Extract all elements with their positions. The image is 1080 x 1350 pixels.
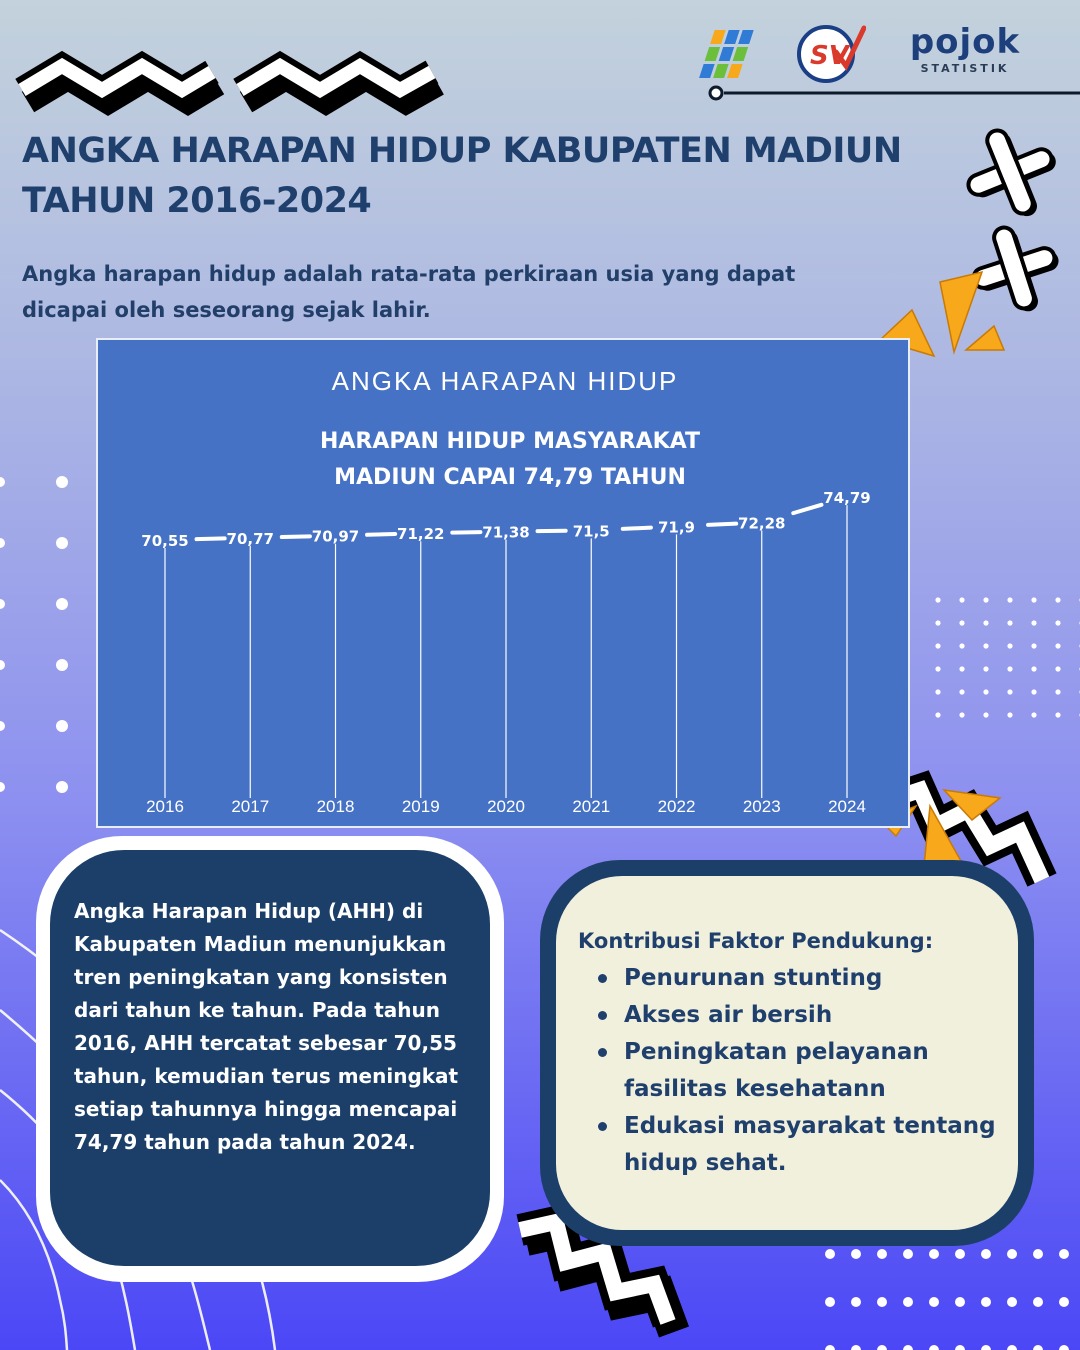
summary-text: Angka Harapan Hidup (AHH) di Kabupaten Madiun menunjukkan tren peningkatan yang konsisten dari tahun ke tahun. Pada tahun 2016, AHH tercatat sebesar 70,55 tahun, kemudian terus meningkat setiap tahunnya hingga mencapai 74,79 tahun pada tahun 2024. <box>74 899 459 1154</box>
bullet-icon <box>598 974 607 983</box>
data-label: 72,28 <box>738 514 786 533</box>
x-tick-label: 2023 <box>742 797 781 816</box>
x-tick-label: 2016 <box>146 797 184 816</box>
pojok-subtitle: STATISTIK <box>920 62 1010 75</box>
factor-label: Peningkatan pelayanan fasilitas kesehatann <box>624 1039 929 1102</box>
bullet-icon <box>598 1122 607 1131</box>
factor-item <box>580 960 1010 997</box>
x-tick-label: 2017 <box>231 797 270 816</box>
intro-text <box>22 256 952 328</box>
data-label: 71,5 <box>572 522 610 541</box>
x-tick-label: 2021 <box>572 797 611 816</box>
x-tick-label: 2024 <box>828 797 866 816</box>
factors-list <box>580 960 1010 1182</box>
x-tick-label: 2022 <box>657 797 696 816</box>
data-label: 70,55 <box>141 531 189 550</box>
series-line-segment <box>282 536 310 537</box>
factor-label: Edukasi masyarakat tentang hidup sehat. <box>624 1113 996 1176</box>
intro-line-1: Angka harapan hidup adalah rata-rata perkiraan usia yang dapat <box>22 262 796 286</box>
data-label: 74,79 <box>823 489 871 508</box>
bps-logo-icon <box>698 26 770 82</box>
intro-line-2: dicapai oleh seseorang sejak lahir. <box>22 298 431 322</box>
pojok-statistik-logo <box>890 24 1040 86</box>
sv-logo <box>796 22 866 84</box>
x-tick-label: 2019 <box>401 797 440 816</box>
cross-decoration-lower <box>961 214 1071 325</box>
data-label: 70,77 <box>226 529 274 548</box>
data-label: 71,22 <box>397 525 445 544</box>
series-line-segment <box>367 534 395 535</box>
life-expectancy-chart <box>98 340 912 830</box>
title-line-2: TAHUN 2016-2024 <box>22 181 372 221</box>
series-line-segment <box>793 505 821 513</box>
svg-text:SV: SV <box>810 41 849 71</box>
series-line-segment <box>197 538 225 539</box>
bullet-icon <box>598 1011 607 1020</box>
dot-pattern-right <box>935 597 1080 717</box>
chart-panel <box>96 338 910 828</box>
cross-decoration-upper <box>953 114 1072 233</box>
factor-label: Akses air bersih <box>624 1002 833 1028</box>
series-line-segment <box>623 528 651 529</box>
factor-item <box>580 1034 1010 1108</box>
factor-label: Penurunan stunting <box>624 965 883 991</box>
pojok-word: pojok <box>909 22 1021 62</box>
dot-pattern-bottom <box>825 1249 1069 1350</box>
page-title <box>22 126 962 226</box>
zigzag-top-middle <box>240 66 438 102</box>
logo-underline <box>710 87 1080 99</box>
data-label: 70,97 <box>311 527 360 546</box>
factor-item <box>580 1108 1010 1182</box>
zigzag-top-left <box>22 66 218 102</box>
factors-title: Kontribusi Faktor Pendukung: <box>578 929 934 953</box>
series-line-segment <box>452 532 480 533</box>
factor-item <box>580 997 1010 1034</box>
series-line-segment <box>708 524 736 525</box>
data-label: 71,9 <box>657 518 696 537</box>
chart-title: ANGKA HARAPAN HIDUP <box>331 366 679 396</box>
chart-subtitle-line-1: HARAPAN HIDUP MASYARAKAT <box>319 429 701 454</box>
logo-bar <box>698 18 1058 88</box>
x-tick-label: 2020 <box>487 797 525 816</box>
data-label: 71,38 <box>482 523 530 542</box>
bullet-icon <box>598 1048 607 1057</box>
title-line-1: ANGKA HARAPAN HIDUP KABUPATEN MADIUN <box>22 131 902 171</box>
x-tick-label: 2018 <box>316 797 355 816</box>
chart-subtitle-line-2: MADIUN CAPAI 74,79 TAHUN <box>334 465 686 490</box>
dot-pattern-left <box>0 476 68 793</box>
